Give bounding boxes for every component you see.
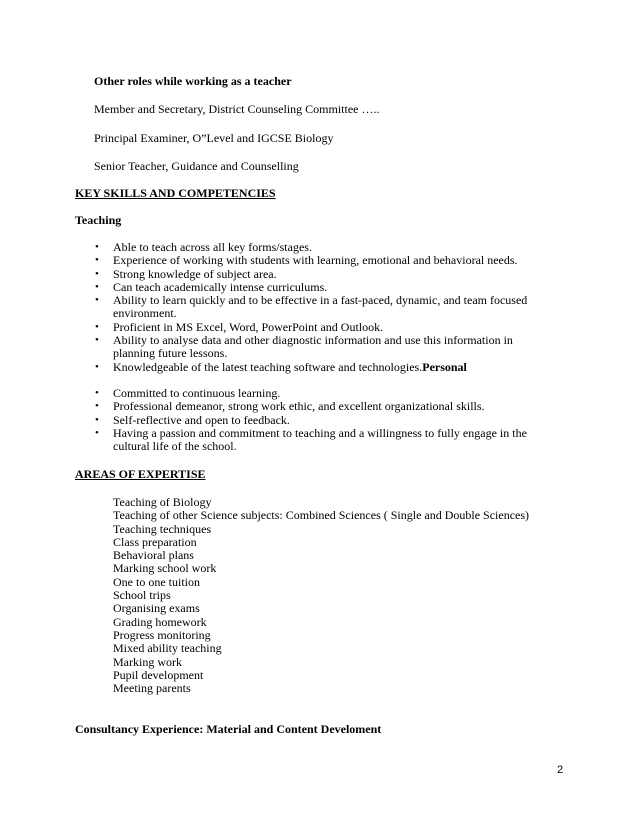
list-item: Marking school work <box>113 561 217 576</box>
list-item: • Can teach academically intense curriculums. <box>95 281 555 294</box>
list-item: • Able to teach across all key forms/stages. <box>95 241 555 254</box>
list-item: School trips <box>113 588 171 603</box>
list-item: Teaching of Biology <box>113 495 212 509</box>
list-item: Teaching techniques <box>113 521 212 536</box>
list-item: • Self-reflective and open to feedback. <box>95 414 555 427</box>
list-item-text: Knowledgeable of the latest teaching software and technologies. <box>113 359 423 374</box>
role-item: Member and Secretary, District Counseling Committee ….. <box>94 102 380 116</box>
key-skills-heading: KEY SKILLS AND COMPETENCIES <box>75 186 276 200</box>
expertise-heading: AREAS OF EXPERTISE <box>75 467 206 481</box>
list-item: Meeting parents <box>113 681 191 696</box>
role-item: Principal Examiner, O”Level and IGCSE Biology <box>94 131 334 145</box>
personal-heading: Personal <box>422 359 467 374</box>
expertise-list <box>113 496 529 695</box>
list-item: Progress monitoring <box>113 627 211 642</box>
list-item: One to one tuition <box>113 574 200 589</box>
list-item: • Ability to learn quickly and to be effective in a fast-paced, dynamic, and team focused environment. <box>95 294 555 321</box>
list-item: Behavioral plans <box>113 548 194 563</box>
consultancy-heading: Consultancy Experience: Material and Content Develoment <box>75 722 382 736</box>
list-item: Marking work <box>113 654 182 669</box>
list-item: • Professional demeanor, strong work ethic, and excellent organizational skills. <box>95 400 555 413</box>
role-item: Senior Teacher, Guidance and Counselling <box>94 159 299 173</box>
page-number: 2 <box>557 764 564 776</box>
list-item <box>95 361 555 374</box>
personal-skills-list <box>95 387 555 453</box>
list-item: • Committed to continuous learning. <box>95 387 555 400</box>
list-item: • Proficient in MS Excel, Word, PowerPoint and Outlook. <box>95 321 555 334</box>
teaching-skills-list <box>95 241 555 374</box>
list-item: Teaching of other Science subjects: Combined Sciences ( Single and Double Sciences) <box>113 508 530 523</box>
list-item: • Having a passion and commitment to teaching and a willingness to fully engage in the cultural life of the school. <box>95 427 555 454</box>
list-item: Class preparation <box>113 534 197 549</box>
list-item: • Strong knowledge of subject area. <box>95 268 555 281</box>
list-item: • Ability to analyse data and other diagnostic information and use this information in planning future lessons. <box>95 334 555 361</box>
list-item: Pupil development <box>113 667 204 682</box>
teaching-heading: Teaching <box>75 213 122 227</box>
list-item: • Experience of working with students with learning, emotional and behavioral needs. <box>95 254 555 267</box>
list-item: Mixed ability teaching <box>113 641 222 656</box>
other-roles-heading: Other roles while working as a teacher <box>94 74 292 88</box>
list-item: Organising exams <box>113 601 200 616</box>
list-item: Grading homework <box>113 614 207 629</box>
